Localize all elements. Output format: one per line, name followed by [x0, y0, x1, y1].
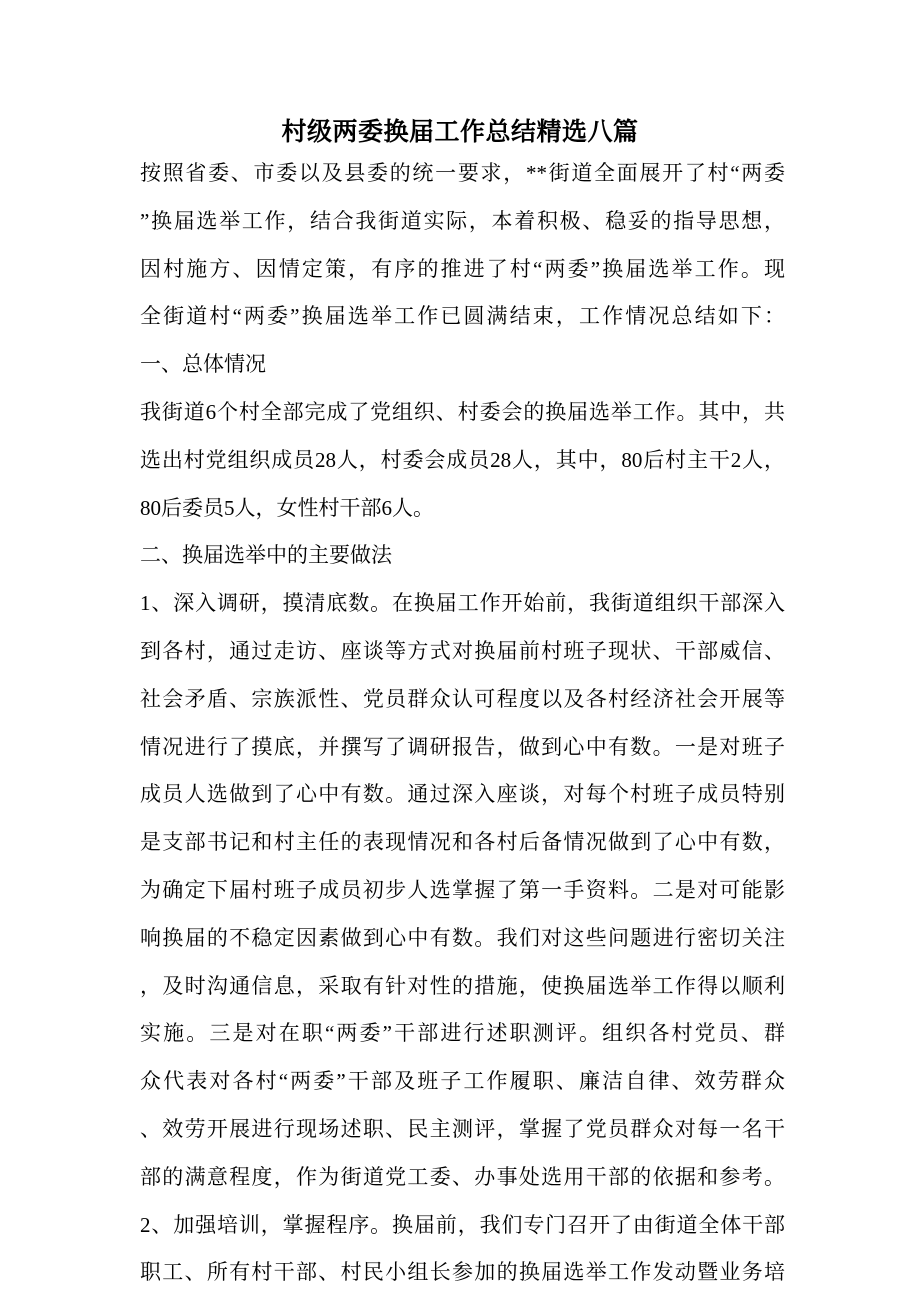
text-line: 我街道6个村全部完成了党组织、村委会的换届选举工作。其中，共	[140, 399, 785, 424]
text-line: 职工、所有村干部、村民小组长参加的换届选举工作发动暨业务培	[140, 1260, 785, 1285]
text-line: 二、换届选举中的主要做法	[140, 543, 392, 568]
text-line: 80后委员5人，女性村干部6人。	[140, 495, 434, 520]
text-line: 成员人选做到了心中有数。通过深入座谈，对每个村班子成员特别	[140, 782, 785, 807]
text-line: 部的满意程度，作为街道党工委、办事处选用干部的依据和参考。	[140, 1164, 785, 1189]
text-line: 按照省委、市委以及县委的统一要求，**街道全面展开了村“两委	[140, 161, 785, 185]
text-line: 选出村党组织成员28人，村委会成员28人，其中，80后村主干2人，	[140, 447, 785, 472]
text-line: 一、总体情况	[140, 352, 266, 377]
text-line: 众代表对各村“两委”干部及班子工作履职、廉洁自律、效劳群众	[140, 1069, 785, 1094]
text-line: 响换届的不稳定因素做到心中有数。我们对这些问题进行密切关注	[140, 925, 785, 950]
document-body	[140, 150, 785, 1297]
text-line: 是支部书记和村主任的表现情况和各村后备情况做到了心中有数，	[140, 830, 785, 855]
text-line: 社会矛盾、宗族派性、党员群众认可程度以及各村经济社会开展等	[140, 686, 785, 711]
text-line: 到各村，通过走访、座谈等方式对换届前村班子现状、干部威信、	[140, 638, 785, 663]
text-line: 全街道村“两委”换届选举工作已圆满结束，工作情况总结如下：	[140, 304, 785, 329]
text-line: 因村施方、因情定策，有序的推进了村“两委”换届选举工作。现	[140, 256, 785, 281]
text-line: ”换届选举工作，结合我街道实际，本着积极、稳妥的指导思想，	[140, 208, 785, 233]
text-line: ，及时沟通信息，采取有针对性的措施，使换届选举工作得以顺利	[140, 973, 785, 998]
text-line: 1、深入调研，摸清底数。在换届工作开始前，我街道组织干部深入	[140, 591, 785, 616]
text-line: 、效劳开展进行现场述职、民主测评，掌握了党员群众对每一名干	[140, 1116, 785, 1141]
text-line: 情况进行了摸底，并撰写了调研报告，做到心中有数。一是对班子	[140, 734, 785, 759]
text-line: 实施。三是对在职“两委”干部进行述职测评。组织各村党员、群	[140, 1021, 785, 1046]
text-line: 2、加强培训，掌握程序。换届前，我们专门召开了由街道全体干部	[140, 1212, 785, 1237]
text-line: 为确定下届村班子成员初步人选掌握了第一手资料。二是对可能影	[140, 877, 785, 902]
document-title: 村级两委换届工作总结精选八篇	[281, 119, 639, 146]
